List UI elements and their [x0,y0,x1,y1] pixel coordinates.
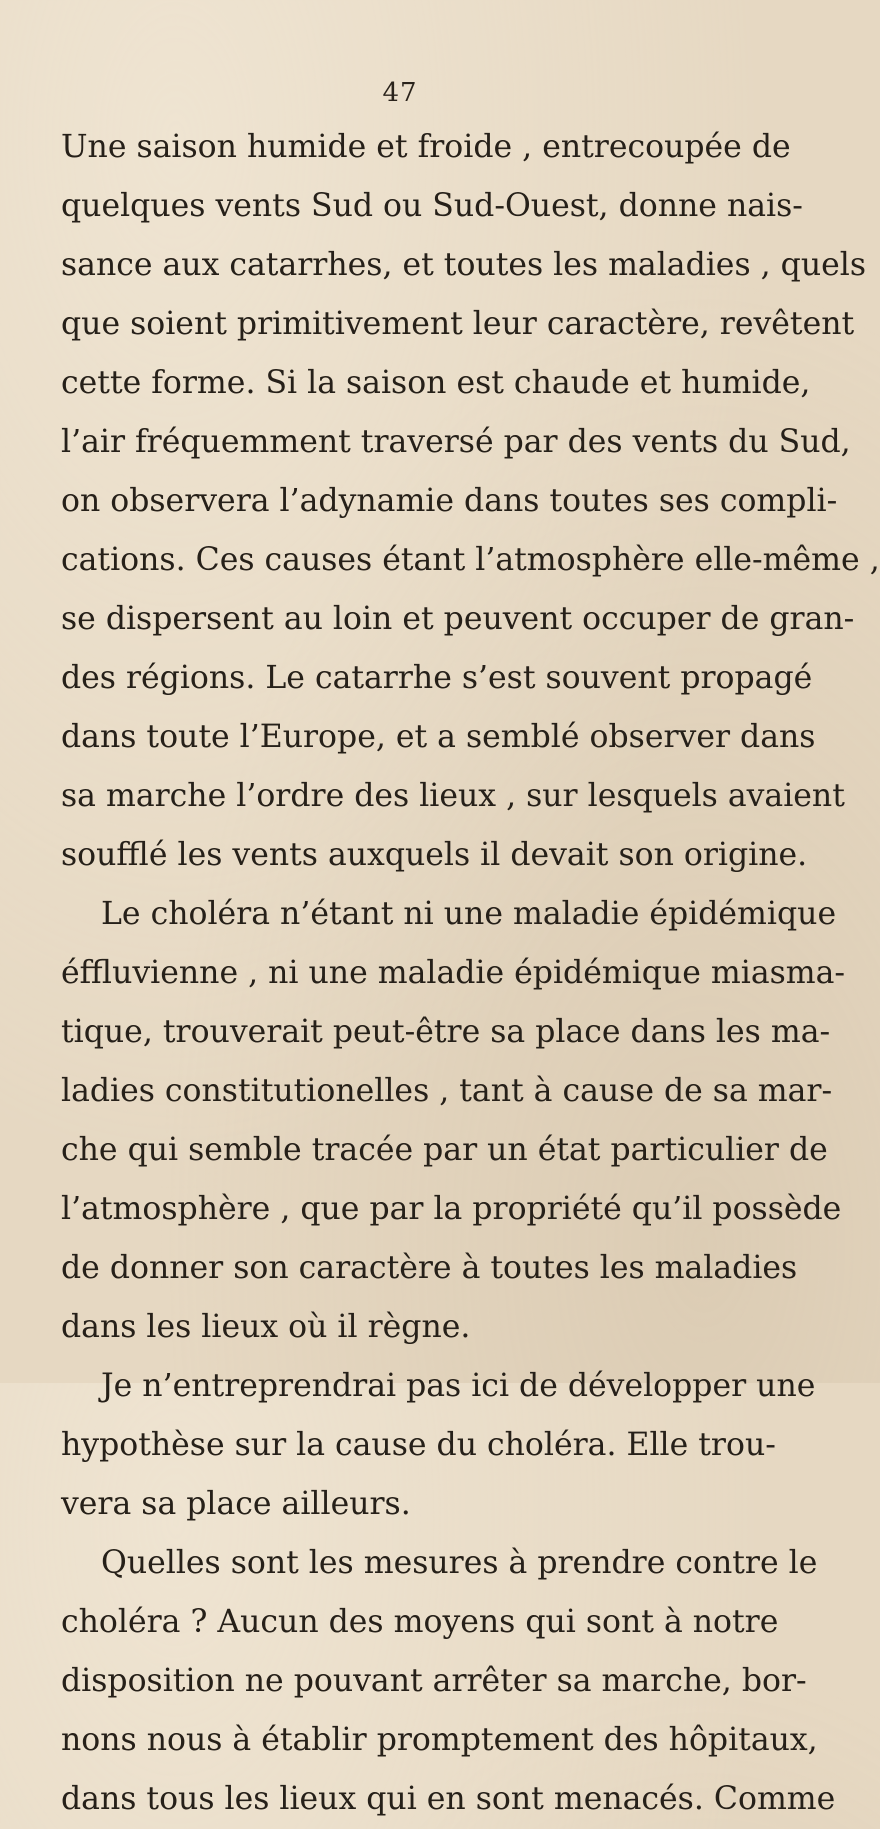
text-line: Je n’entreprendrai pas ici de développer une [101,1368,816,1404]
text-line: cette forme. Si la saison est chaude et humide, [61,365,811,401]
text-line: l’air fréquemment traversé par des vents du Sud, [61,424,851,460]
page-number: 47 [382,78,418,108]
text-line: che qui semble tracée par un état particulier de [61,1132,828,1168]
text-line: de donner son caractère à toutes les maladies [61,1250,798,1286]
text-line: cations. Ces causes étant l’atmosphère elle-même , [61,542,880,578]
text-line: dans les lieux où il règne. [61,1309,471,1345]
text-line: sance aux catarrhes, et toutes les maladies , quels [61,247,866,283]
text-line: hypothèse sur la cause du choléra. Elle trou- [61,1427,776,1463]
text-line: nons nous à établir promptement des hôpitaux, [61,1722,818,1758]
text-line: des régions. Le catarrhe s’est souvent propagé [61,660,813,696]
text-line: que soient primitivement leur caractère, revêtent [61,306,855,342]
text-line: tique, trouverait peut-être sa place dans les ma- [61,1014,831,1050]
text-line: sa marche l’ordre des lieux , sur lesquels avaient [61,778,845,814]
text-line: l’atmosphère , que par la propriété qu’il possède [61,1191,842,1227]
text-line: se dispersent au loin et peuvent occuper de gran- [61,601,855,637]
text-line: dans toute l’Europe, et a semblé observer dans [61,719,816,755]
body-text [61,118,880,1829]
text-line: on observera l’adynamie dans toutes ses compli- [61,483,838,519]
text-line: Quelles sont les mesures à prendre contre le [101,1545,818,1581]
text-line: Le choléra n’étant ni une maladie épidémique [101,896,837,932]
text-line: éffluvienne , ni une maladie épidémique miasma- [61,955,846,991]
text-line: ladies constitutionelles , tant à cause de sa mar- [61,1073,833,1109]
text-line: vera sa place ailleurs. [61,1486,411,1522]
text-line: quelques vents Sud ou Sud-Ouest, donne nais- [61,188,803,224]
text-line: Une saison humide et froide , entrecoupée de [61,129,791,165]
text-line: choléra ? Aucun des moyens qui sont à notre [61,1604,779,1640]
text-line: disposition ne pouvant arrêter sa marche, bor- [61,1663,807,1699]
text-line: dans tous les lieux qui en sont menacés. Comme [61,1781,836,1817]
text-line: soufflé les vents auxquels il devait son origine. [61,837,808,873]
